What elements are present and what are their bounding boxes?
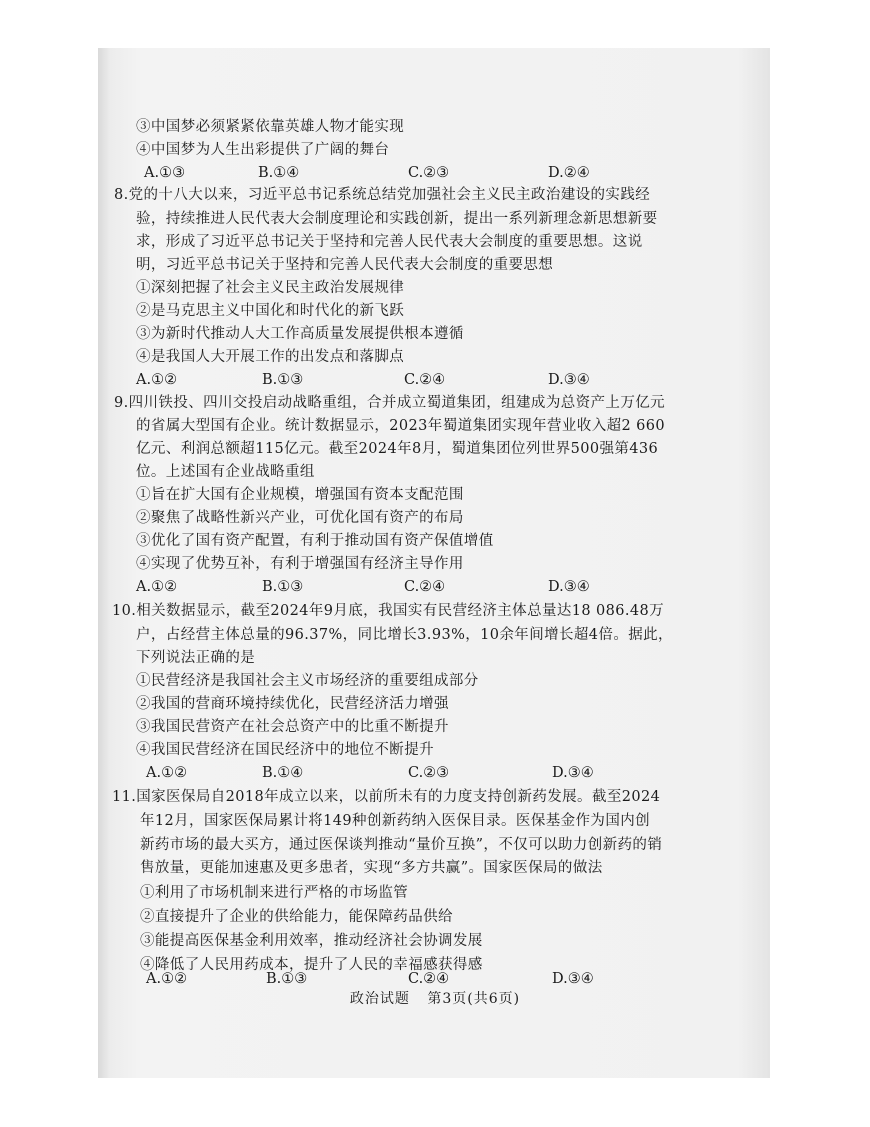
q10-option-c: C.②③ <box>408 765 450 781</box>
q7-option-a: A.①③ <box>144 165 186 181</box>
q11-stem-line-2: 年12月，国家医保局累计将149种创新药纳入医保目录。医保基金作为国内创 <box>140 813 651 829</box>
q11-statement-3: ③能提高医保基金利用效率，推动经济社会协调发展 <box>140 933 483 949</box>
q8-statement-3: ③为新时代推动人大工作高质量发展提供根本遵循 <box>136 326 464 342</box>
q8-option-c: C.②④ <box>404 372 446 388</box>
q10-stem-line-1: 10.相关数据显示，截至2024年9月底，我国实有民营经济主体总量达18 086.48万 <box>112 603 665 619</box>
q10-option-a: A.①② <box>146 765 188 781</box>
q9-option-d: D.③④ <box>548 579 590 595</box>
footer-page-number: 第3页(共6页) <box>427 991 521 1007</box>
q8-option-a: A.①② <box>136 372 178 388</box>
q10-option-d: D.③④ <box>552 765 594 781</box>
q9-stem-line-1: 9.四川铁投、四川交投启动战略重组，合并成立蜀道集团，组建成为总资产上万亿元 <box>114 395 666 411</box>
q10-option-b: B.①④ <box>262 765 304 781</box>
page-footer <box>0 988 870 1008</box>
q10-stem-line-2: 户，占经营主体总量的96.37%，同比增长3.93%，10余年间增长超4倍。据此， <box>136 627 673 643</box>
q8-statement-1: ①深刻把握了社会主义民主政治发展规律 <box>136 280 405 296</box>
q7-statement-4: ④中国梦为人生出彩提供了广阔的舞台 <box>136 142 390 158</box>
q11-stem-line-3: 新药市场的最大买方，通过医保谈判推动“量价互换”，不仅可以助力创新药的销 <box>140 837 663 853</box>
q11-stem-line-1: 11.国家医保局自2018年成立以来，以前所未有的力度支持创新药发展。截至2024 <box>112 789 661 805</box>
q7-option-c: C.②③ <box>408 165 450 181</box>
q11-option-b: B.①③ <box>266 971 308 987</box>
q9-option-b: B.①③ <box>262 579 304 595</box>
q9-statement-1: ①旨在扩大国有企业规模，增强国有资本支配范围 <box>136 487 464 503</box>
q8-statement-4: ④是我国人大开展工作的出发点和落脚点 <box>136 349 405 365</box>
q9-statement-3: ③优化了国有资产配置，有利于推动国有资产保值增值 <box>136 533 494 549</box>
q9-statement-2: ②聚焦了战略性新兴产业，可优化国有资产的布局 <box>136 510 464 526</box>
q10-stem-line-3: 下列说法正确的是 <box>136 650 256 666</box>
q7-statement-3: ③中国梦必须紧紧依靠英雄人物才能实现 <box>136 119 405 135</box>
q11-option-c: C.②④ <box>408 971 450 987</box>
q10-statement-3: ③我国民营资产在社会总资产中的比重不断提升 <box>136 719 449 735</box>
q11-option-a: A.①② <box>146 971 188 987</box>
q11-stem-line-4: 售放量，更能加速惠及更多患者，实现“多方共赢”。国家医保局的做法 <box>140 860 603 876</box>
q8-stem-line-3: 求，形成了习近平总书记关于坚持和完善人民代表大会制度的重要思想。这说 <box>136 234 643 250</box>
q8-statement-2: ②是马克思主义中国化和时代化的新飞跃 <box>136 303 405 319</box>
q9-option-a: A.①② <box>136 579 178 595</box>
q7-option-b: B.①④ <box>258 165 300 181</box>
q10-statement-1: ①民营经济是我国社会主义市场经济的重要组成部分 <box>136 673 479 689</box>
q9-stem-line-3: 亿元、利润总额超115亿元。截至2024年8月，蜀道集团位列世界500强第436 <box>136 441 659 457</box>
q10-statement-4: ④我国民营经济在国民经济中的地位不断提升 <box>136 742 434 758</box>
q11-statement-2: ②直接提升了企业的供给能力，能保障药品供给 <box>140 909 453 925</box>
q9-stem-line-4: 位。上述国有企业战略重组 <box>136 464 315 480</box>
q10-statement-2: ②我国的营商环境持续优化，民营经济活力增强 <box>136 696 449 712</box>
q9-statement-4: ④实现了优势互补，有利于增强国有经济主导作用 <box>136 556 464 572</box>
q11-option-d: D.③④ <box>552 971 594 987</box>
q8-option-d: D.③④ <box>548 372 590 388</box>
q8-stem-line-1: 8.党的十八大以来，习近平总书记系统总结党加强社会主义民主政治建设的实践经 <box>114 187 651 203</box>
q8-stem-line-2: 验，持续推进人民代表大会制度理论和实践创新，提出一系列新理念新思想新要 <box>136 211 658 227</box>
q11-statement-1: ①利用了市场机制来进行严格的市场监管 <box>140 885 409 901</box>
footer-subject: 政治试题 <box>349 991 410 1007</box>
q8-option-b: B.①③ <box>262 372 304 388</box>
q7-option-d: D.②④ <box>548 165 590 181</box>
q9-stem-line-2: 的省属大型国有企业。统计数据显示，2023年蜀道集团实现年营业收入超2 660 <box>136 418 666 434</box>
q9-option-c: C.②④ <box>404 579 446 595</box>
q11-statement-4: ④降低了人民用药成本，提升了人民的幸福感获得感 <box>140 957 483 973</box>
q8-stem-line-4: 明，习近平总书记关于坚持和完善人民代表大会制度的重要思想 <box>136 257 554 273</box>
